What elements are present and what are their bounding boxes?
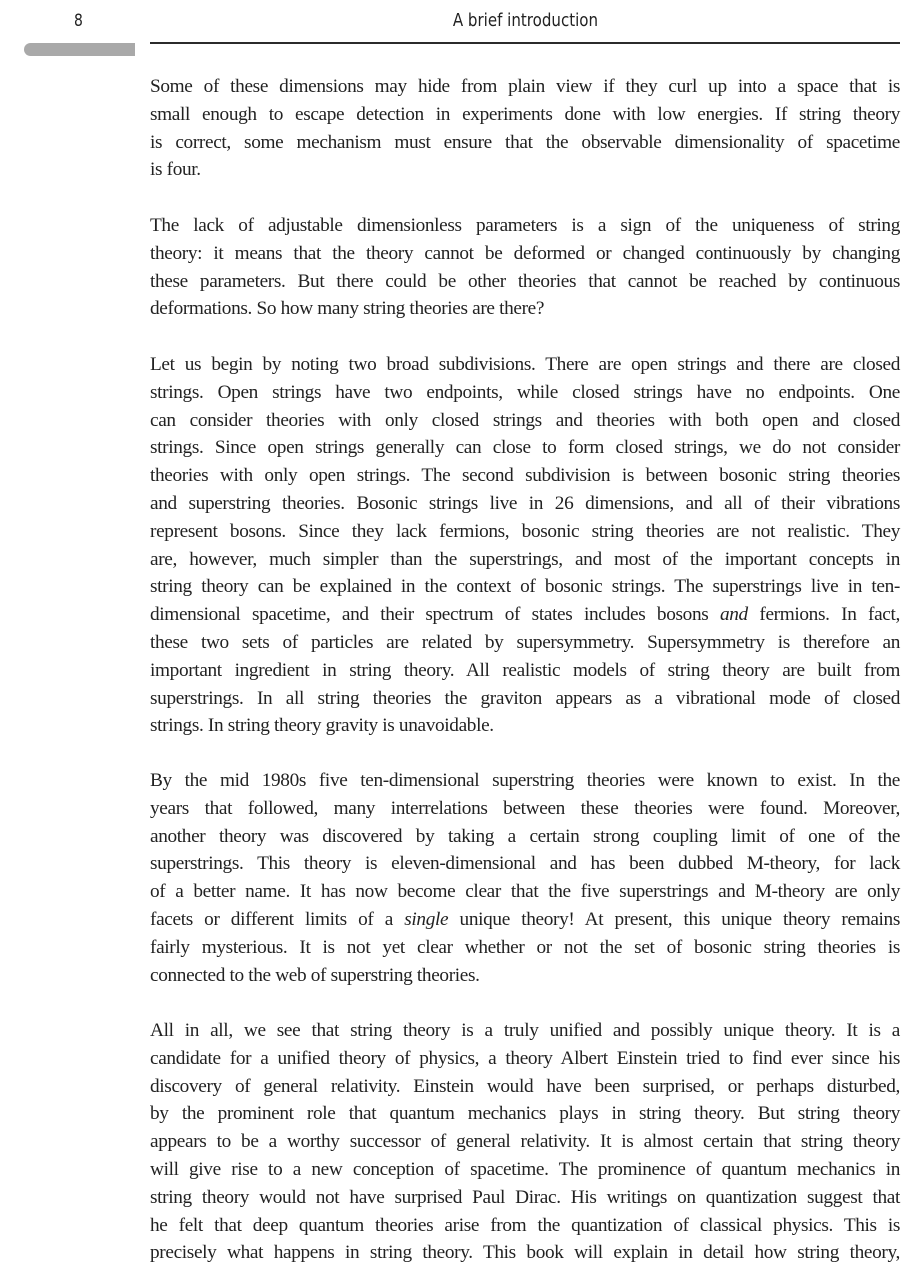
text-line: will give rise to a new conception of spacetime. The prominence of quantum mechanics in [150, 1158, 900, 1180]
paragraph [150, 1017, 900, 1267]
page-number: 8 [74, 11, 83, 31]
text-line: string theory would not have surprised Paul Dirac. His writings on quantization suggest that [150, 1186, 900, 1208]
text-line: strings. Since open strings generally can close to form closed strings, we do not consider [150, 437, 900, 459]
text-line: fairly mysterious. It is not yet clear whether or not the set of bosonic string theories is [150, 936, 900, 958]
text-line: are, however, much simpler than the superstrings, and most of the important concepts in [150, 548, 900, 570]
text-line: superstrings. In all string theories the graviton appears as a vibrational mode of closed [150, 687, 900, 709]
text-line: appears to be a worthy successor of general relativity. It is almost certain that string theory [150, 1131, 900, 1153]
text-line: discovery of general relativity. Einstein would have been surprised, or perhaps disturbed, [150, 1075, 900, 1097]
running-head-title: A brief introduction [452, 11, 598, 31]
text-line: is four. [150, 159, 201, 181]
text-line: strings. In string theory gravity is unavoidable. [150, 715, 494, 737]
text-line: these two sets of particles are related by supersymmetry. Supersymmetry is therefore an [150, 631, 900, 653]
text-line: theories with only open strings. The second subdivision is between bosonic string theories [150, 465, 900, 487]
thumb-tab-marker [24, 43, 135, 56]
text-line: years that followed, many interrelations between these theories were found. Moreover, [150, 797, 900, 819]
text-line: dimensional spacetime, and their spectrum of states includes bosons and fermions. In fact, [150, 604, 900, 626]
paragraph [150, 351, 900, 740]
text-line: represent bosons. Since they lack fermions, bosonic string theories are not realistic. They [150, 520, 900, 542]
paragraph [150, 767, 900, 989]
text-line: important ingredient in string theory. All realistic models of string theory are built from [150, 659, 900, 681]
text-line: precisely what happens in string theory. This book will explain in detail how string theory, [150, 1242, 900, 1264]
text-line: and superstring theories. Bosonic strings live in 26 dimensions, and all of their vibrations [150, 492, 900, 514]
text-line: he felt that deep quantum theories arise from the quantization of classical physics. This is [150, 1214, 900, 1236]
header-rule [150, 42, 900, 44]
text-line: can consider theories with only closed strings and theories with both open and closed [150, 409, 900, 431]
text-line: strings. Open strings have two endpoints, while closed strings have no endpoints. One [150, 381, 900, 403]
text-line: The lack of adjustable dimensionless parameters is a sign of the uniqueness of string [150, 215, 900, 236]
text-line: of a better name. It has now become clear that the five superstrings and M-theory are only [150, 881, 900, 903]
text-line: connected to the web of superstring theories. [150, 964, 480, 986]
text-line: is correct, some mechanism must ensure that the observable dimensionality of spacetime [150, 131, 900, 153]
emphasis: single [404, 908, 449, 930]
text-line: another theory was discovered by taking a certain strong coupling limit of one of the [150, 825, 900, 847]
text-line: facets or different limits of a single unique theory! At present, this unique theory remains [150, 908, 900, 930]
text-line: small enough to escape detection in experiments done with low energies. If string theory [150, 103, 900, 125]
text-line: deformations. So how many string theories are there? [150, 298, 545, 320]
text-line: Let us begin by noting two broad subdivisions. There are open strings and there are closed [150, 354, 900, 375]
paragraph [150, 73, 900, 184]
text-line: theory: it means that the theory cannot be deformed or changed continuously by changing [150, 242, 900, 264]
text-line: candidate for a unified theory of physics, a theory Albert Einstein tried to find ever since his [150, 1047, 900, 1069]
text-line: All in all, we see that string theory is a truly unified and possibly unique theory. It is a [150, 1020, 900, 1041]
text-line: by the prominent role that quantum mechanics plays in string theory. But string theory [150, 1103, 900, 1125]
text-line: Some of these dimensions may hide from plain view if they curl up into a space that is [150, 76, 900, 97]
emphasis: and [719, 604, 748, 626]
text-line: By the mid 1980s five ten-dimensional superstring theories were known to exist. In the [150, 770, 900, 791]
paragraph [150, 212, 900, 323]
text-line: superstrings. This theory is eleven-dimensional and has been dubbed M-theory, for lack [150, 853, 900, 875]
running-head [150, 11, 900, 31]
text-line: these parameters. But there could be other theories that cannot be reached by continuous [150, 270, 900, 292]
text-line: string theory can be explained in the context of bosonic strings. The superstrings live in ten- [150, 576, 900, 598]
